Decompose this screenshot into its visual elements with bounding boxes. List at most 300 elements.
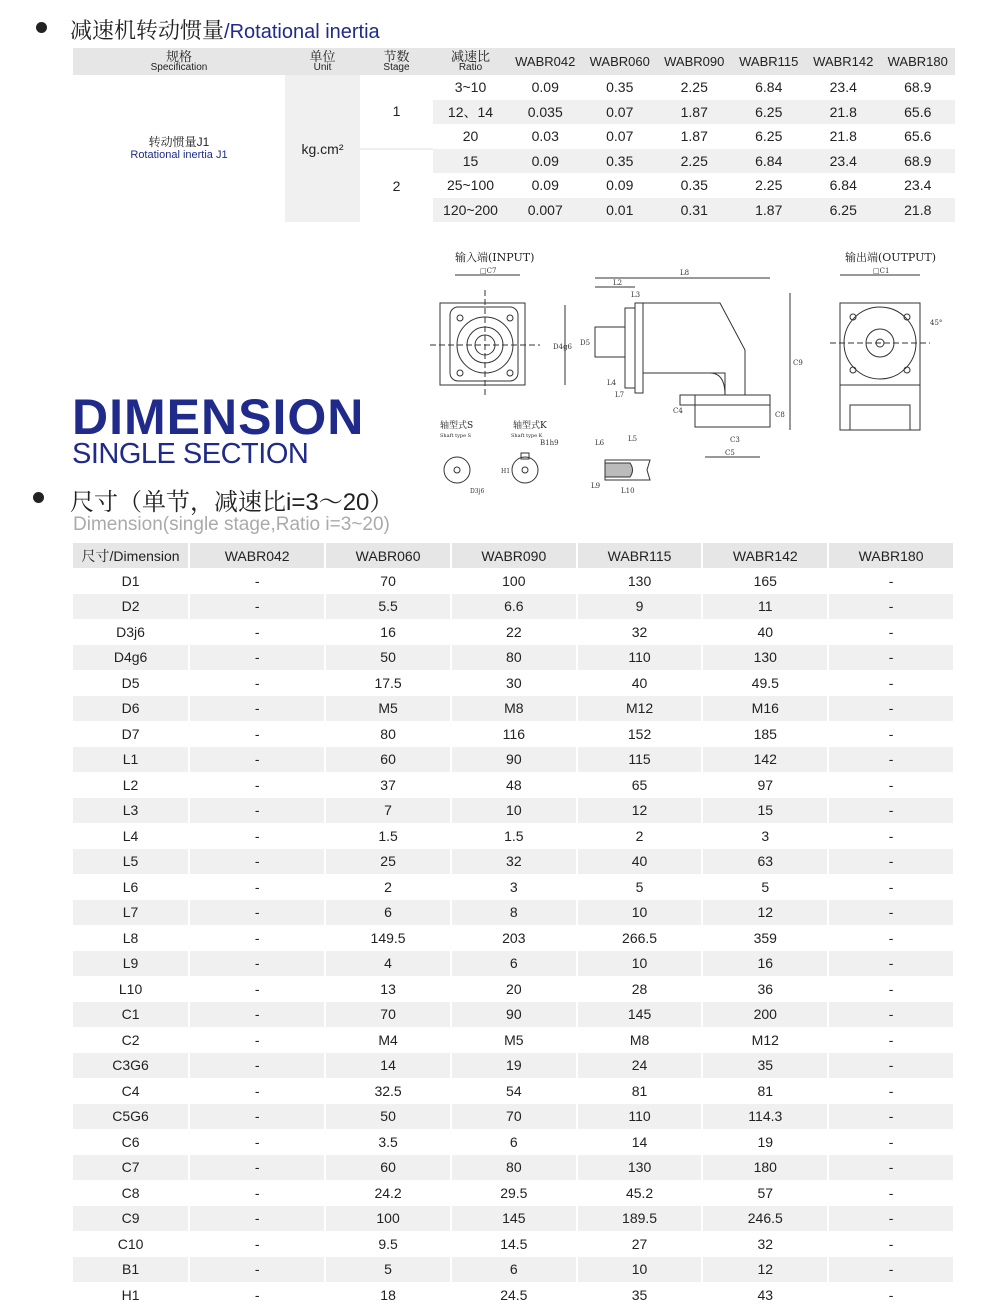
value-cell: - — [828, 1257, 954, 1283]
svg-text:L5: L5 — [628, 435, 638, 443]
value-cell: - — [189, 1231, 325, 1257]
value-cell: 145 — [451, 1206, 577, 1232]
value-cell: 180 — [702, 1155, 828, 1181]
value-cell: 70 — [451, 1104, 577, 1130]
value-cell: 100 — [325, 1206, 451, 1232]
value-cell: 40 — [702, 619, 828, 645]
value-cell: 65 — [577, 772, 703, 798]
value-cell: 49.5 — [702, 670, 828, 696]
value-cell: 14 — [577, 1129, 703, 1155]
value-cell: 2.25 — [755, 177, 783, 194]
value-cell: - — [828, 594, 954, 620]
value-cell: 359 — [702, 925, 828, 951]
value-cell: 5 — [577, 874, 703, 900]
value-cell: 6.84 — [755, 79, 783, 96]
value-cell: 9.5 — [325, 1231, 451, 1257]
value-cell: 114.3 — [702, 1104, 828, 1130]
svg-text:L10: L10 — [621, 487, 635, 495]
value-cell: 19 — [451, 1053, 577, 1079]
dimension-name-cell: C10 — [73, 1231, 189, 1257]
inertia-section-title: 减速机转动惯量/Rotational inertia — [70, 18, 380, 43]
dimension-name-cell: D6 — [73, 696, 189, 722]
value-cell: 0.035 — [508, 100, 583, 125]
value-cell: 116 — [451, 721, 577, 747]
value-cell: 2 — [577, 823, 703, 849]
dimension-name-cell: B1 — [73, 1257, 189, 1283]
value-cell: 40 — [577, 849, 703, 875]
table-row — [73, 798, 954, 824]
value-cell: 6.84 — [732, 149, 807, 174]
value-cell: 37 — [325, 772, 451, 798]
value-cell: 80 — [325, 721, 451, 747]
dimension-name-cell: L8 — [73, 925, 189, 951]
header-model: WABR115 — [732, 48, 807, 75]
table-row — [73, 1002, 954, 1028]
value-cell: 110 — [577, 645, 703, 671]
value-cell: 5 — [325, 1257, 451, 1283]
stage-cell: 1 — [392, 103, 401, 120]
value-cell: 81 — [577, 1078, 703, 1104]
value-cell: 9 — [577, 594, 703, 620]
header-stage: 节数 Stage — [360, 48, 433, 75]
value-cell: - — [189, 874, 325, 900]
value-cell: 6.25 — [806, 198, 881, 223]
value-cell: 10 — [577, 951, 703, 977]
dimension-name-cell: L2 — [73, 772, 189, 798]
value-cell: - — [189, 1206, 325, 1232]
value-cell: - — [828, 1027, 954, 1053]
value-cell: 24 — [577, 1053, 703, 1079]
svg-text:45°: 45° — [930, 319, 943, 327]
value-cell: 6.25 — [755, 128, 783, 145]
value-cell: 6 — [451, 1257, 577, 1283]
header-model: WABR142 — [806, 48, 881, 75]
table-row — [73, 747, 954, 773]
value-cell: 1.87 — [680, 128, 708, 145]
value-cell: 5.5 — [325, 594, 451, 620]
header-cell: WABR142 — [702, 543, 828, 568]
value-cell: 3.5 — [325, 1129, 451, 1155]
value-cell: - — [828, 798, 954, 824]
table-row — [73, 951, 954, 977]
value-cell: 2.25 — [680, 79, 708, 96]
dimension-name-cell: L4 — [73, 823, 189, 849]
value-cell: 16 — [325, 619, 451, 645]
value-cell: 50 — [325, 1104, 451, 1130]
value-cell: 80 — [451, 1155, 577, 1181]
dimension-name-cell: D5 — [73, 670, 189, 696]
value-cell: 149.5 — [325, 925, 451, 951]
dimension-name-cell: L9 — [73, 951, 189, 977]
value-cell: - — [189, 1180, 325, 1206]
dimension-header-row — [73, 543, 954, 568]
table-row — [73, 1282, 954, 1308]
value-cell: 1.87 — [657, 100, 732, 125]
value-cell: 97 — [702, 772, 828, 798]
value-cell: - — [828, 1078, 954, 1104]
value-cell: 32 — [702, 1231, 828, 1257]
value-cell: - — [189, 696, 325, 722]
value-cell: - — [828, 568, 954, 594]
value-cell: 0.31 — [657, 198, 732, 223]
table-row — [73, 925, 954, 951]
value-cell: 10 — [577, 1257, 703, 1283]
value-cell: 130 — [577, 1155, 703, 1181]
table-row — [73, 823, 954, 849]
svg-text:L2: L2 — [613, 279, 623, 287]
value-cell: - — [189, 925, 325, 951]
value-cell: 6 — [325, 900, 451, 926]
value-cell: 7 — [325, 798, 451, 824]
value-cell: - — [828, 747, 954, 773]
header-model: WABR042 — [508, 48, 583, 75]
table-row — [73, 696, 954, 722]
value-cell: 6 — [451, 1129, 577, 1155]
dimension-name-cell: D4g6 — [73, 645, 189, 671]
table-row — [73, 619, 954, 645]
value-cell: - — [189, 900, 325, 926]
dimension-name-cell: H1 — [73, 1282, 189, 1308]
svg-text:C8: C8 — [775, 411, 785, 419]
value-cell: 36 — [702, 976, 828, 1002]
value-cell: 0.007 — [508, 198, 583, 223]
value-cell: M8 — [451, 696, 577, 722]
value-cell: 5 — [702, 874, 828, 900]
value-cell: - — [189, 849, 325, 875]
value-cell: - — [828, 925, 954, 951]
value-cell: 13 — [325, 976, 451, 1002]
value-cell: 40 — [577, 670, 703, 696]
value-cell: 165 — [702, 568, 828, 594]
table-row — [73, 1155, 954, 1181]
value-cell: 14 — [325, 1053, 451, 1079]
header-spec: 规格 Specification — [73, 48, 285, 75]
ratio-cell: 3~10 — [454, 79, 487, 96]
value-cell: 70 — [325, 568, 451, 594]
value-cell: 10 — [577, 900, 703, 926]
table-row — [73, 1104, 954, 1130]
svg-text:□C1: □C1 — [873, 267, 890, 275]
table-row — [73, 670, 954, 696]
dimension-name-cell: D7 — [73, 721, 189, 747]
value-cell: - — [189, 798, 325, 824]
value-cell: 203 — [451, 925, 577, 951]
value-cell: 1.5 — [451, 823, 577, 849]
value-cell: 11 — [702, 594, 828, 620]
dimension-drawing — [425, 245, 965, 510]
value-cell: M16 — [702, 696, 828, 722]
inertia-table — [73, 48, 955, 222]
dimension-name-cell: L10 — [73, 976, 189, 1002]
value-cell: 115 — [577, 747, 703, 773]
dimension-name-cell: C3G6 — [73, 1053, 189, 1079]
svg-text:轴型式S: 轴型式S — [440, 421, 474, 431]
value-cell: 32.5 — [325, 1078, 451, 1104]
header-model: WABR090 — [657, 48, 732, 75]
value-cell: - — [189, 1027, 325, 1053]
dimension-section-subtitle: Dimension(single stage,Ratio i=3~20) — [73, 514, 390, 535]
svg-text:□C7: □C7 — [480, 267, 497, 275]
value-cell: 6 — [451, 951, 577, 977]
header-cell: WABR042 — [189, 543, 325, 568]
svg-text:C3: C3 — [730, 436, 740, 444]
dimension-table — [73, 543, 955, 1308]
value-cell: - — [189, 1053, 325, 1079]
value-cell: - — [828, 670, 954, 696]
value-cell: 0.09 — [531, 79, 559, 96]
value-cell: 90 — [451, 1002, 577, 1028]
value-cell: 30 — [451, 670, 577, 696]
header-cell: WABR060 — [325, 543, 451, 568]
value-cell: 22 — [451, 619, 577, 645]
header-model: WABR180 — [881, 48, 956, 75]
svg-text:D4g6: D4g6 — [553, 343, 573, 351]
ratio-cell: 20 — [462, 128, 479, 145]
table-row — [73, 976, 954, 1002]
value-cell: 45.2 — [577, 1180, 703, 1206]
value-cell: 0.35 — [680, 177, 708, 194]
svg-text:C5: C5 — [725, 449, 735, 457]
dimension-name-cell: C4 — [73, 1078, 189, 1104]
value-cell: 6.25 — [732, 100, 807, 125]
value-cell: 130 — [702, 645, 828, 671]
value-cell: - — [828, 1155, 954, 1181]
table-row — [73, 645, 954, 671]
value-cell: 28 — [577, 976, 703, 1002]
value-cell: 57 — [702, 1180, 828, 1206]
value-cell: - — [828, 1053, 954, 1079]
svg-text:C9: C9 — [793, 359, 803, 367]
value-cell: 2 — [325, 874, 451, 900]
value-cell: 3 — [702, 823, 828, 849]
value-cell: M8 — [577, 1027, 703, 1053]
value-cell: - — [189, 747, 325, 773]
value-cell: - — [828, 696, 954, 722]
output-view — [830, 267, 942, 430]
value-cell: 90 — [451, 747, 577, 773]
value-cell: 0.09 — [508, 149, 583, 174]
table-row — [73, 772, 954, 798]
dimension-name-cell: C9 — [73, 1206, 189, 1232]
value-cell: 35 — [577, 1282, 703, 1308]
ratio-cell: 15 — [433, 149, 508, 174]
dimension-name-cell: L3 — [73, 798, 189, 824]
header-cell: WABR115 — [577, 543, 703, 568]
dimension-name-cell: C2 — [73, 1027, 189, 1053]
value-cell: 60 — [325, 1155, 451, 1181]
ratio-cell: 25~100 — [446, 177, 495, 194]
value-cell: - — [828, 823, 954, 849]
value-cell: - — [189, 721, 325, 747]
ratio-cell: 120~200 — [433, 198, 508, 223]
table-row — [73, 900, 954, 926]
inertia-row — [73, 75, 955, 100]
table-row — [73, 1078, 954, 1104]
value-cell: 1.5 — [325, 823, 451, 849]
dimension-name-cell: L6 — [73, 874, 189, 900]
svg-text:L8: L8 — [680, 269, 690, 277]
svg-text:Shaft type S: Shaft type S — [440, 433, 472, 439]
inertia-header-row — [73, 48, 955, 75]
value-cell: - — [189, 823, 325, 849]
value-cell: 17.5 — [325, 670, 451, 696]
input-view — [430, 267, 540, 395]
value-cell: 80 — [451, 645, 577, 671]
value-cell: 29.5 — [451, 1180, 577, 1206]
value-cell: 12 — [702, 900, 828, 926]
header-unit: 单位 Unit — [285, 48, 360, 75]
value-cell: 16 — [702, 951, 828, 977]
bullet-icon — [33, 492, 44, 503]
unit-cell: kg.cm² — [285, 75, 360, 222]
value-cell: 0.35 — [606, 79, 634, 96]
value-cell: - — [189, 1078, 325, 1104]
value-cell: M12 — [577, 696, 703, 722]
value-cell: - — [828, 721, 954, 747]
svg-text:L7: L7 — [615, 391, 625, 399]
value-cell: 12 — [702, 1257, 828, 1283]
value-cell: 246.5 — [702, 1206, 828, 1232]
value-cell: 23.4 — [904, 177, 932, 194]
value-cell: - — [189, 568, 325, 594]
value-cell: 19 — [702, 1129, 828, 1155]
table-row — [73, 594, 954, 620]
value-cell: 32 — [577, 619, 703, 645]
value-cell: 4 — [325, 951, 451, 977]
dimension-name-cell: L5 — [73, 849, 189, 875]
value-cell: 18 — [325, 1282, 451, 1308]
value-cell: 6.6 — [451, 594, 577, 620]
value-cell: 100 — [451, 568, 577, 594]
value-cell: 152 — [577, 721, 703, 747]
value-cell: - — [189, 1155, 325, 1181]
dimension-name-cell: C5G6 — [73, 1104, 189, 1130]
value-cell: - — [189, 619, 325, 645]
dimension-name-cell: D3j6 — [73, 619, 189, 645]
dimension-name-cell: C7 — [73, 1155, 189, 1181]
value-cell: - — [828, 951, 954, 977]
value-cell: 24.2 — [325, 1180, 451, 1206]
value-cell: 0.35 — [583, 149, 658, 174]
svg-text:L6: L6 — [595, 439, 605, 447]
dimension-name-cell: C1 — [73, 1002, 189, 1028]
value-cell: 63 — [702, 849, 828, 875]
value-cell: - — [189, 951, 325, 977]
value-cell: - — [828, 1282, 954, 1308]
value-cell: 0.07 — [583, 100, 658, 125]
value-cell: 3 — [451, 874, 577, 900]
table-row — [73, 874, 954, 900]
value-cell: - — [189, 772, 325, 798]
value-cell: 24.5 — [451, 1282, 577, 1308]
value-cell: 266.5 — [577, 925, 703, 951]
value-cell: - — [828, 772, 954, 798]
value-cell: 68.9 — [904, 79, 932, 96]
svg-text:L4: L4 — [607, 379, 617, 387]
value-cell: - — [828, 1206, 954, 1232]
ratio-cell: 12、14 — [433, 100, 508, 125]
svg-text:L3: L3 — [631, 291, 641, 299]
table-row — [73, 1206, 954, 1232]
value-cell: - — [828, 1180, 954, 1206]
value-cell: - — [828, 619, 954, 645]
value-cell: 2.25 — [657, 149, 732, 174]
value-cell: - — [828, 1002, 954, 1028]
value-cell: M4 — [325, 1027, 451, 1053]
value-cell: 23.4 — [829, 79, 857, 96]
value-cell: 110 — [577, 1104, 703, 1130]
table-row — [73, 1231, 954, 1257]
value-cell: 50 — [325, 645, 451, 671]
value-cell: 35 — [702, 1053, 828, 1079]
value-cell: 200 — [702, 1002, 828, 1028]
value-cell: - — [828, 1104, 954, 1130]
table-row — [73, 1129, 954, 1155]
value-cell: 6.84 — [829, 177, 857, 194]
value-cell: 0.09 — [606, 177, 634, 194]
table-row — [73, 721, 954, 747]
value-cell: 0.09 — [531, 177, 559, 194]
dimension-heading: DIMENSION — [72, 389, 365, 445]
value-cell: 0.03 — [531, 128, 559, 145]
dimension-name-cell: D2 — [73, 594, 189, 620]
value-cell: 65.6 — [904, 128, 932, 145]
value-cell: 145 — [577, 1002, 703, 1028]
dimension-name-cell: D1 — [73, 568, 189, 594]
table-row — [73, 1027, 954, 1053]
value-cell: 130 — [577, 568, 703, 594]
value-cell: 21.8 — [829, 128, 857, 145]
value-cell: 21.8 — [881, 198, 956, 223]
value-cell: 43 — [702, 1282, 828, 1308]
value-cell: 1.87 — [732, 198, 807, 223]
value-cell: - — [189, 1129, 325, 1155]
value-cell: 12 — [577, 798, 703, 824]
dimension-section-title: 尺寸（单节，减速比i=3～20） — [70, 489, 394, 516]
side-view — [553, 269, 803, 457]
value-cell: 65.6 — [881, 100, 956, 125]
value-cell: 8 — [451, 900, 577, 926]
value-cell: 68.9 — [881, 149, 956, 174]
stage-cell: 2 — [360, 149, 433, 223]
value-cell: M12 — [702, 1027, 828, 1053]
svg-text:轴型式K: 轴型式K — [513, 421, 547, 431]
dimension-name-cell: L7 — [73, 900, 189, 926]
value-cell: 20 — [451, 976, 577, 1002]
value-cell: 185 — [702, 721, 828, 747]
table-row — [73, 1180, 954, 1206]
value-cell: 60 — [325, 747, 451, 773]
value-cell: 15 — [702, 798, 828, 824]
value-cell: - — [189, 594, 325, 620]
value-cell: - — [828, 1231, 954, 1257]
value-cell: 32 — [451, 849, 577, 875]
value-cell: - — [189, 1104, 325, 1130]
value-cell: 10 — [451, 798, 577, 824]
dimension-name-cell: C6 — [73, 1129, 189, 1155]
header-cell: 尺寸/Dimension — [73, 543, 189, 568]
svg-text:C4: C4 — [673, 407, 683, 415]
value-cell: - — [828, 874, 954, 900]
value-cell: 81 — [702, 1078, 828, 1104]
output-label: 输出端(OUTPUT) — [845, 251, 937, 264]
value-cell: 0.07 — [606, 128, 634, 145]
value-cell: - — [189, 976, 325, 1002]
table-row — [73, 1053, 954, 1079]
header-ratio: 减速比 Ratio — [433, 48, 508, 75]
svg-text:Shaft type K: Shaft type K — [511, 433, 543, 439]
value-cell: - — [828, 849, 954, 875]
